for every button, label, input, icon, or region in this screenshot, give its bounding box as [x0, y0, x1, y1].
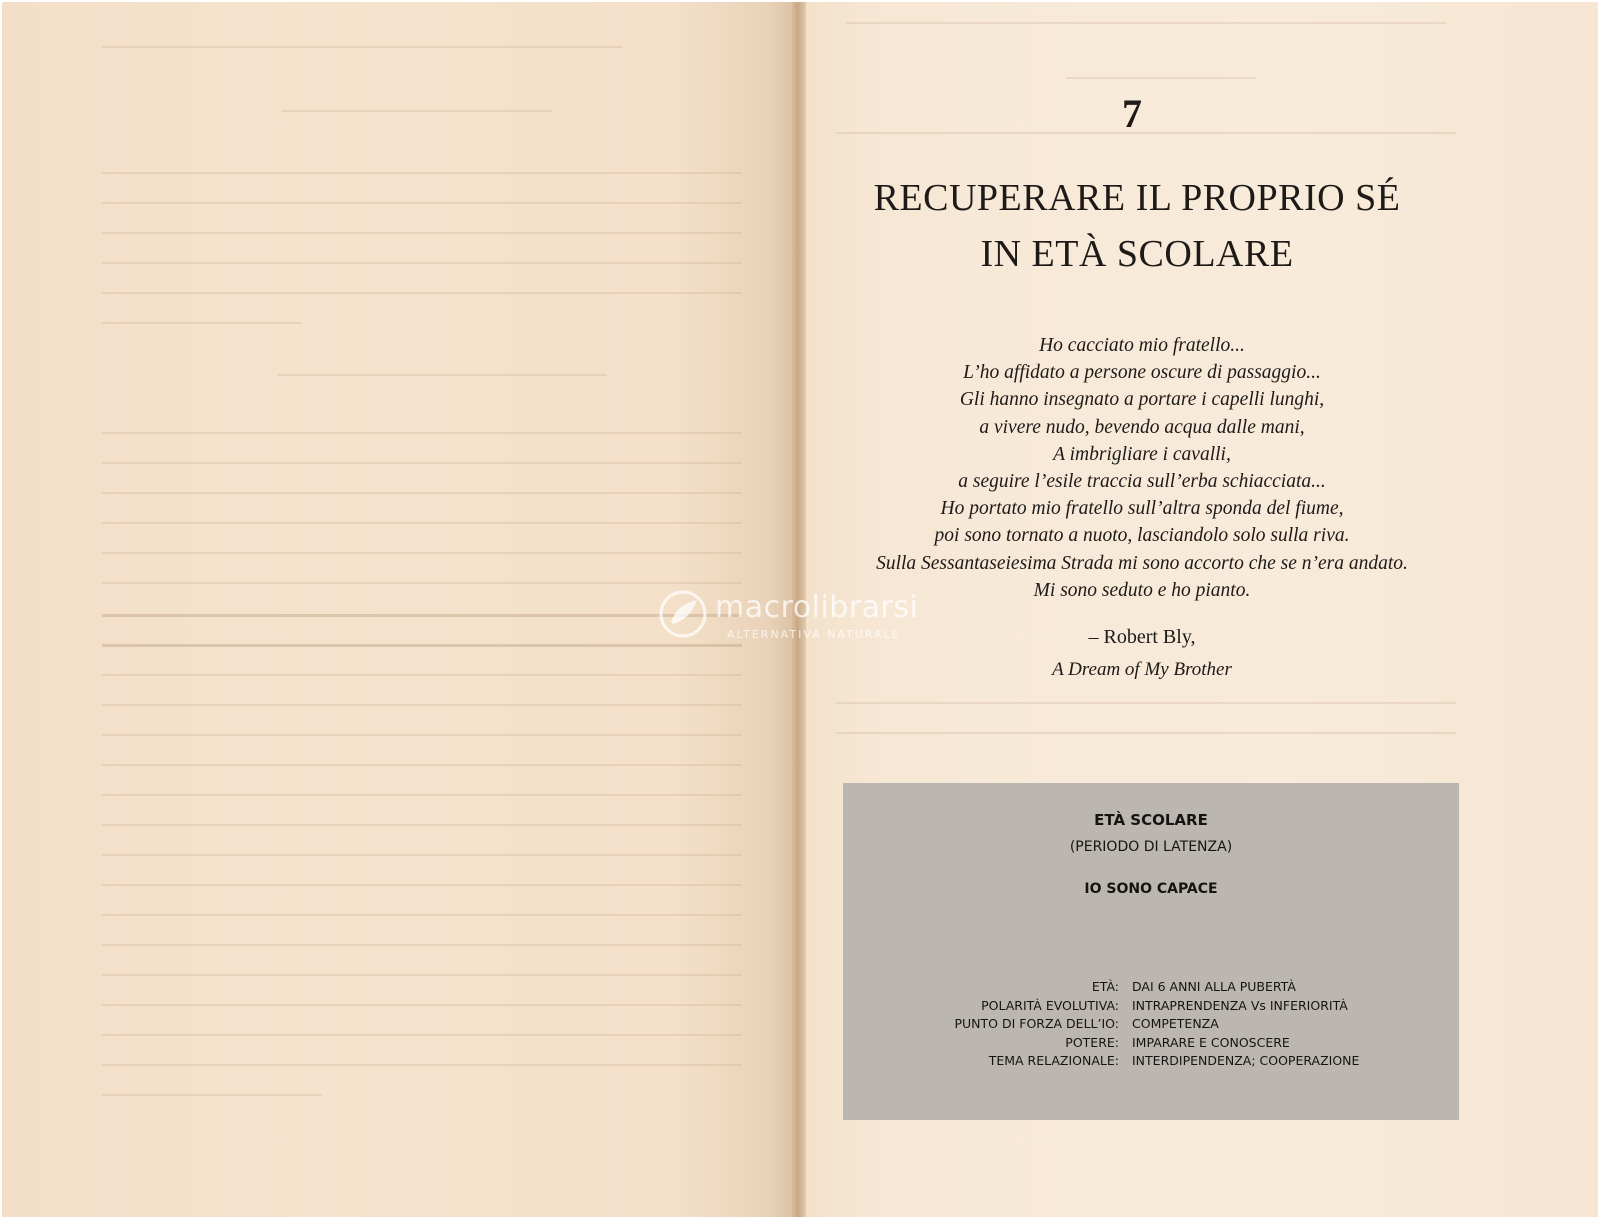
- chapter-title-line: IN ETÀ SCOLARE: [980, 233, 1294, 275]
- watermark: [657, 588, 957, 648]
- poem-line: Ho cacciato mio fratello...: [1039, 335, 1245, 356]
- attribute-label: POLARITÀ EVOLUTIVA:: [981, 997, 1119, 1013]
- bleed-through-line: [102, 1064, 742, 1066]
- bleed-through-line: [102, 262, 742, 264]
- bleed-through-line: [836, 732, 1456, 734]
- bleed-through-heading: [1066, 77, 1256, 79]
- bleed-through-line: [836, 702, 1456, 704]
- bleed-through-line: [102, 674, 742, 676]
- chapter-title-line: RECUPERARE IL PROPRIO SÉ: [873, 177, 1401, 219]
- poem-line: Mi sono seduto e ho pianto.: [1033, 579, 1251, 601]
- stage-attributes: [843, 978, 1459, 1071]
- stage-summary-box: [843, 783, 1459, 1120]
- bleed-through-line: [102, 644, 742, 647]
- bleed-through-line: [102, 794, 742, 796]
- stage-subtitle: (PERIODO DI LATENZA): [1069, 839, 1233, 855]
- bleed-through-line: [102, 432, 742, 434]
- bleed-through-line: [102, 552, 742, 554]
- poem-line: L’ho affidato a persone oscure di passaggio...: [963, 362, 1321, 384]
- attribute-value: INTRAPRENDENZA Vs INFERIORITÀ: [1132, 997, 1348, 1013]
- bleed-through-line: [102, 884, 742, 886]
- bleed-through-line: [102, 704, 742, 706]
- bleed-through-line: [102, 1034, 742, 1036]
- epigraph-author: – Robert Bly,: [1088, 626, 1196, 648]
- poem-line: poi sono tornato a nuoto, lasciandolo solo sulla riva.: [934, 525, 1350, 547]
- poem-line: Gli hanno insegnato a portare i capelli lunghi,: [959, 389, 1325, 411]
- attribute-value: DAI 6 ANNI ALLA PUBERTÀ: [1132, 979, 1296, 994]
- bleed-through-line: [102, 322, 302, 324]
- bleed-through-line: [102, 764, 742, 766]
- bleed-through-line: [102, 232, 742, 234]
- bleed-through-header: [102, 46, 622, 48]
- bleed-through-line: [102, 172, 742, 174]
- bleed-through-line: [102, 492, 742, 494]
- bleed-through-line: [102, 582, 742, 584]
- watermark-tagline: ALTERNATIVA NATURALE: [727, 628, 901, 641]
- bleed-through-line: [846, 22, 1446, 24]
- poem-line: a vivere nudo, bevendo acqua dalle mani,: [979, 416, 1305, 438]
- bleed-through-line: [102, 202, 742, 204]
- attribute-label: PUNTO DI FORZA DELL’IO:: [954, 1016, 1119, 1031]
- bleed-through-line: [102, 944, 742, 946]
- bleed-through-line: [102, 1094, 322, 1096]
- stage-title: ETÀ SCOLARE: [1094, 811, 1208, 829]
- attribute-value: COMPETENZA: [1132, 1016, 1219, 1031]
- attribute-label: TEMA RELAZIONALE:: [988, 1053, 1119, 1068]
- bleed-through-heading: [277, 374, 607, 376]
- epigraph-poem: [862, 332, 1422, 604]
- attribute-label: POTERE:: [1065, 1034, 1119, 1050]
- bleed-through-line: [102, 914, 742, 916]
- bleed-through-line: [102, 522, 742, 524]
- stage-motto: IO SONO CAPACE: [1084, 881, 1218, 897]
- attribute-value: IMPARARE E CONOSCERE: [1132, 1034, 1290, 1050]
- poem-line: a seguire l’esile traccia sull’erba schiacciata...: [958, 471, 1326, 493]
- bleed-through-line: [102, 292, 742, 294]
- bleed-through-line: [102, 734, 742, 736]
- bleed-through-line: [102, 614, 742, 617]
- bleed-through-line: [102, 854, 742, 856]
- bleed-through-heading: [282, 110, 552, 112]
- stage-attribute-row: [843, 1015, 1459, 1034]
- stage-attribute-row: [843, 1034, 1459, 1053]
- bleed-through-line: [102, 462, 742, 464]
- book-spread: [2, 2, 1598, 1217]
- attribute-value: INTERDIPENDENZA; COOPERAZIONE: [1132, 1053, 1360, 1068]
- chapter-number: 7: [1122, 91, 1142, 136]
- stage-attribute-row: [843, 978, 1459, 997]
- macrolibrarsi-logo-icon: [657, 588, 709, 640]
- poem-line: A imbrigliare i cavalli,: [1053, 443, 1231, 465]
- bleed-through-line: [102, 974, 742, 976]
- epigraph-work-title: A Dream of My Brother: [1052, 659, 1232, 680]
- stage-attribute-row: [843, 997, 1459, 1016]
- poem-line: Ho portato mio fratello sull’altra sponda del fiume,: [940, 498, 1344, 520]
- stage-attribute-row: [843, 1052, 1459, 1071]
- poem-line: Sulla Sessantaseiesima Strada mi sono accorto che se n’era andato.: [876, 552, 1408, 574]
- chapter-title: [832, 170, 1442, 282]
- bleed-through-line: [102, 1004, 742, 1006]
- attribute-label: ETÀ:: [1091, 979, 1119, 994]
- bleed-through-line: [102, 824, 742, 826]
- watermark-name: macrolibrarsi: [715, 590, 919, 625]
